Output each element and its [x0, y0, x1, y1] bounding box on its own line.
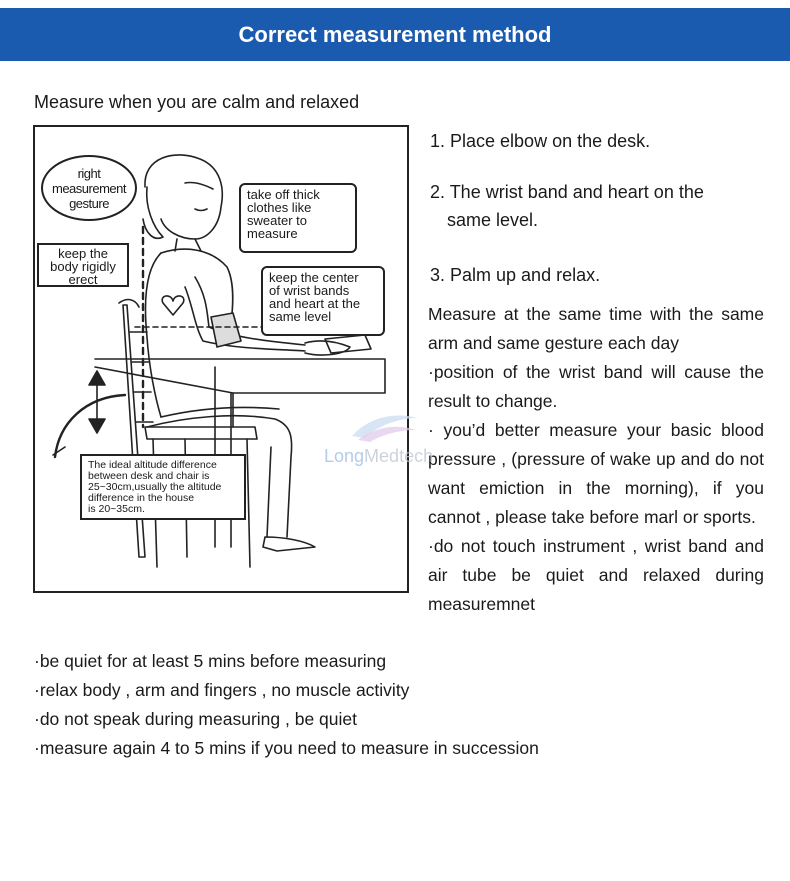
- step-2: 2. The wrist band and heart on the: [430, 182, 704, 202]
- measurement-notes: [428, 300, 764, 619]
- callout-keep-body-erect: keep the body rigidly erect: [37, 243, 129, 287]
- callout-right-gesture: right measurement gesture: [41, 155, 137, 221]
- note-same-time: Measure at the same time with the same arm and same gesture each day: [428, 304, 764, 353]
- bottom-tips-list: [34, 647, 539, 763]
- tip-do-not-speak: ·do not speak during measuring , be quiet: [34, 709, 357, 729]
- callout-altitude-difference: The ideal altitude difference between desk and chair is 25~30cm,usually the altitude difference in the house is 20~35cm.: [80, 454, 246, 520]
- note-band-position: ·position of the wrist band will cause the result to change.: [428, 362, 764, 411]
- step-3: 3. Palm up and relax.: [430, 265, 601, 285]
- header-banner: [0, 8, 790, 61]
- note-basic-pressure: · you’d better measure your basic blood pressure , (pressure of wake up and do not want emiction in the morning), if you cannot , please take before marl or sports.: [428, 420, 764, 527]
- tip-measure-again: ·measure again 4 to 5 mins if you need to measure in succession: [34, 738, 539, 758]
- measurement-illustration: [33, 125, 409, 593]
- figure-subtitle: Measure when you are calm and relaxed: [34, 92, 360, 112]
- note-do-not-touch: ·do not touch instrument , wrist band and air tube be quiet and relaxed during measuremnet: [428, 536, 764, 614]
- step-2-continued: same level.: [447, 210, 539, 230]
- tip-be-quiet: ·be quiet for at least 5 mins before measuring: [34, 651, 387, 671]
- callout-keep-center-level: keep the center of wrist bands and heart at the same level: [261, 266, 385, 336]
- step-1: 1. Place elbow on the desk.: [430, 131, 651, 151]
- watermark-logo: LongMedtech: [324, 446, 434, 466]
- page-title: Correct measurement method: [238, 21, 552, 47]
- callout-take-off-clothes: take off thick clothes like sweater to measure: [239, 183, 357, 253]
- tip-relax-body: ·relax body , arm and fingers , no muscle activity: [34, 680, 410, 700]
- watermark-swoosh-icon: [350, 408, 420, 442]
